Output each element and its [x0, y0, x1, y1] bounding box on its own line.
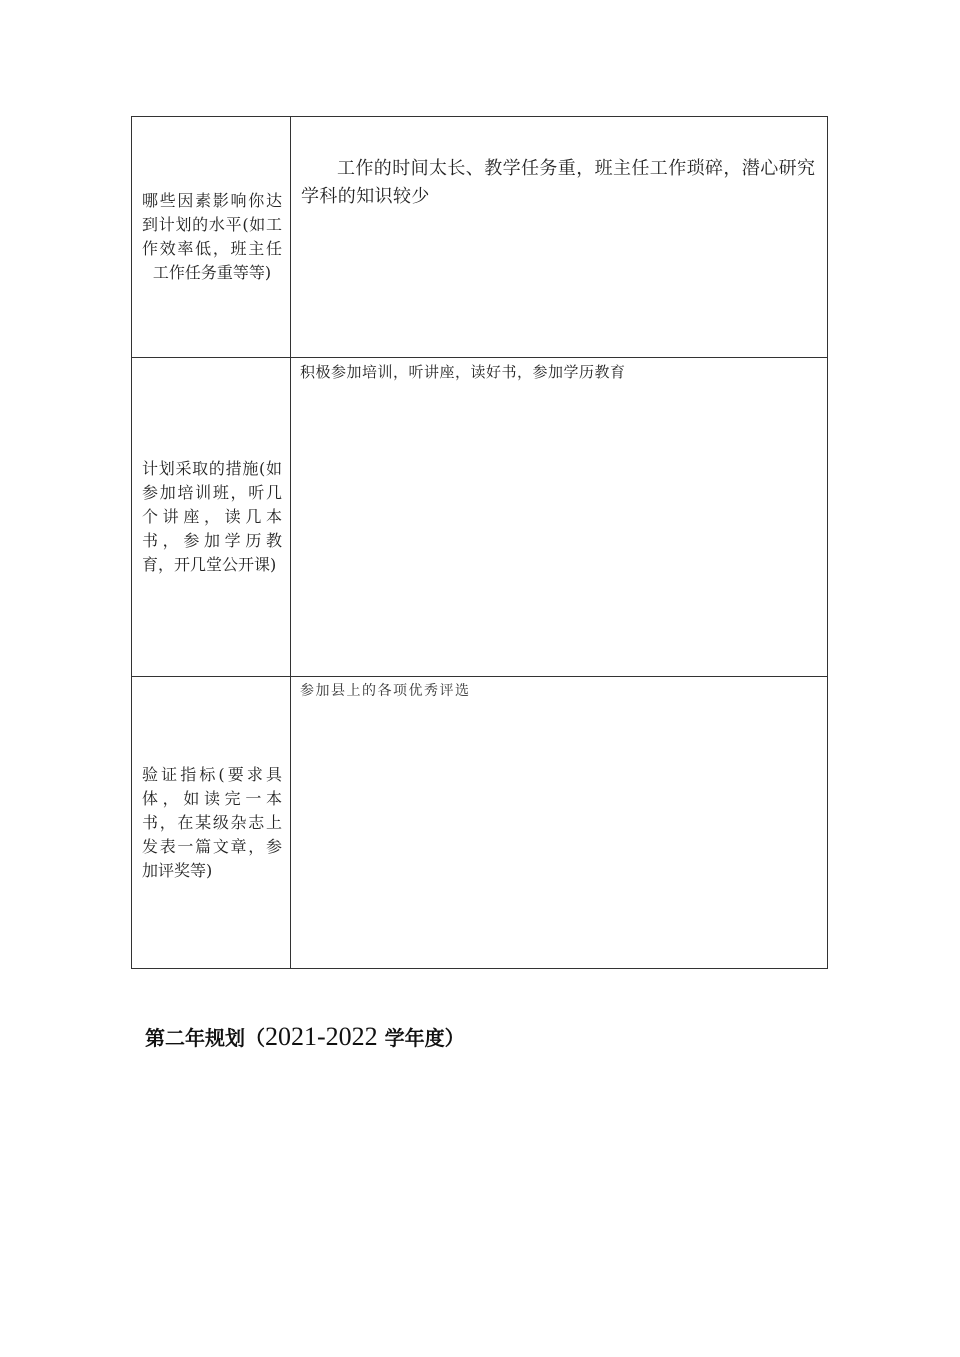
row-content-cell — [291, 358, 828, 677]
row-content-measures: 积极参加培训，听讲座，读好书，参加学历教育 — [300, 363, 626, 381]
section-heading — [145, 1022, 465, 1052]
table-row — [132, 358, 828, 677]
row-label-measures: 计划采取的措施(如参加培训班，听几个讲座，读几本书，参加学历教育，开几堂公开课) — [142, 459, 282, 574]
row-content-cell — [291, 677, 828, 969]
row-label-indicators: 验证指标(要求具体，如读完一本书，在某级杂志上发表一篇文章，参加评奖等) — [142, 764, 282, 880]
row-label-factors: 哪些因素影响你达到计划的水平(如工作效率低，班主任工作任务重等等) — [142, 191, 282, 282]
section-heading-prefix: 第二年规划（ — [145, 1026, 265, 1050]
section-heading-years: 2021-2022 — [265, 1022, 378, 1051]
plan-table — [131, 116, 828, 969]
table-row — [132, 677, 828, 969]
row-content-factors: 工作的时间太长、教学任务重，班主任工作琐碎，潜心研究学科的知识较少 — [301, 158, 816, 207]
row-label-cell — [132, 117, 291, 358]
table-row — [132, 117, 828, 358]
section-heading-suffix: 学年度） — [377, 1026, 465, 1050]
row-content-cell — [291, 117, 828, 358]
row-label-cell — [132, 677, 291, 969]
row-content-indicators: 参加县上的各项优秀评选 — [300, 683, 471, 699]
row-label-cell — [132, 358, 291, 677]
